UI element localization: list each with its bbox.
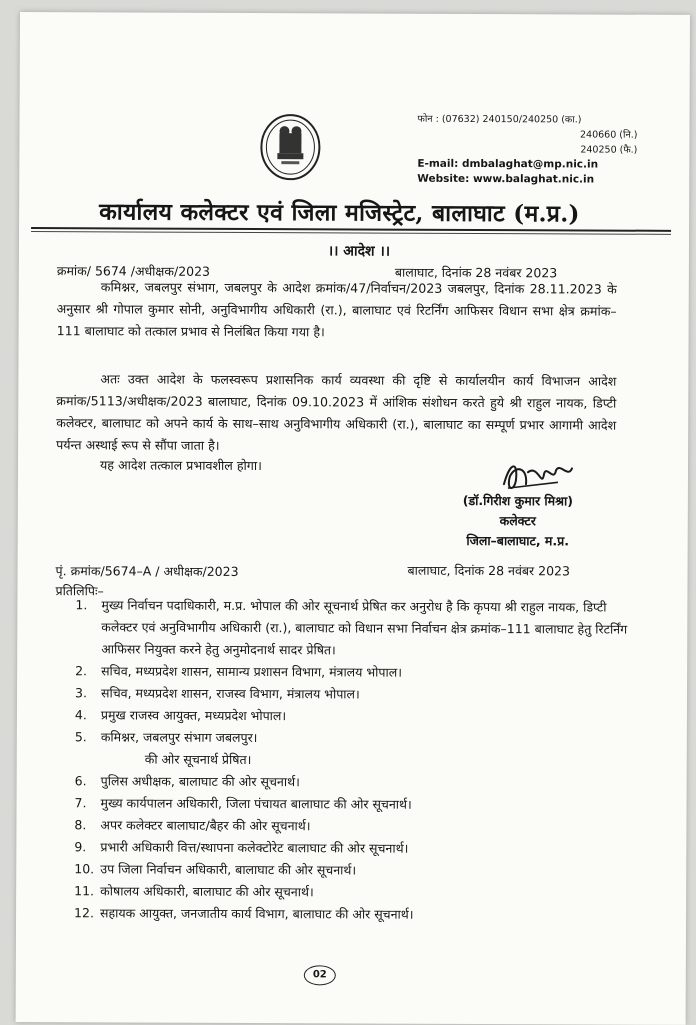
office-title: कार्यालय कलेक्टर एवं जिला मजिस्ट्रेट, बालाघाट (म.प्र.) [99,198,580,228]
website-text: Website: www.balaghat.nic.in [417,172,595,186]
contact-block [417,112,677,188]
order-heading: ।। आदेश ।। [327,243,391,260]
page-number: 02 [304,965,336,985]
header-rule-thin [31,231,671,235]
list-item [74,902,634,926]
list-item [74,858,634,882]
list-item [75,704,635,728]
list-item [75,748,635,772]
endorsement-date: बालाघाट, दिनांक 28 नवंबर 2023 [407,562,570,579]
list-item-text: सहायक आयुक्त, जनजातीय कार्य विभाग, बालाघाट की ओर सूचनार्थ। [100,905,414,922]
phone-residence: 240660 (नि.) [579,129,638,141]
list-item-text: मुख्य कार्यपालन अधिकारी, जिला पंचायत बालाघाट की ओर सूचनार्थ। [100,795,412,812]
list-item-text: कोषालय अधिकारी, बालाघाट की ओर सूचनार्थ। [100,883,314,900]
list-item [75,594,635,662]
order-paragraph-1: कमिश्नर, जबलपुर संभाग, जबलपुर के आदेश क्रमांक/47/निर्वाचन/2023 जबलपुर, दिनांक 28.11.2023 के अनुसार श्री गोपाल कुमार सोनी, अनुविभागीय अधिकारी (रा.), बालाघाट एवं रिटर्निंग आफिसर विधान सभा क्षेत्र क्रमांक–111 बालाघाट को तत्काल प्रभाव से निलंबित किया गया है। [56,279,617,340]
copy-list [74,594,635,926]
list-item-number: 5. [74,729,87,745]
list-item-number: 3. [74,685,88,701]
list-item-text: प्रभारी अधिकारी वित्त/स्थापना कलेक्टोरेट बालाघाट की ओर सूचनार्थ। [100,839,409,856]
list-item-text: कमिश्नर, जबलपुर संभाग जबलपुर। [100,729,258,746]
list-item [75,660,635,684]
endorsement-number: पृं. क्रमांक/5674–A / अधीक्षक/2023 [55,563,239,579]
copy-label: प्रतिलिपिः– [55,583,104,599]
phone-line: फोन : (07632) 240150/240250 (का.) [417,113,582,126]
list-item-text: पुलिस अधीक्षक, बालाघाट की ओर सूचनार्थ। [100,773,300,790]
list-item [75,682,635,706]
order-paragraph-2: अतः उक्त आदेश के फलस्वरूप प्रशासनिक कार्य व्यवस्था की दृष्टि से कार्यालयीन कार्य विभाजन आदेश क्रमांक/5113/अधीक्षक/2023 बालाघाट, दिनांक 09.10.2023 में आंशिक संशोधन करते हुये श्री राहुल नायक, डिप्टी कलेक्टर, बालाघाट को अपने कार्य के साथ–साथ अनुविभागीय अधिकारी (रा.), बालाघाट का सम्पूर्ण प्रभार आगामी आदेश पर्यन्त अस्थाई रूप से सौंपा जाता है। [56,371,617,453]
document-page [16,12,690,1025]
list-item-number: 8. [74,817,87,833]
list-item [74,836,634,860]
list-item-number: 12. [74,905,94,921]
list-item-number: 7. [74,795,87,811]
signatory-name: (डॉ.गिरीश कुमार मिश्रा) [462,492,573,509]
list-item-number: 6. [74,773,87,789]
list-item-text: मुख्य निर्वाचन पदाधिकारी, म.प्र. भोपाल की ओर सूचनार्थ प्रेषित कर अनुरोध है कि कृपया श्री राहुल नायक, डिप्टी कलेक्टर एवं अनुविभागीय अधिकारी (रा.), बालाघाट को विधान सभा निर्वाचन क्षेत्र क्रमांक–111 बालाघाट हेतु रिटर्निंग आफिसर नियुक्त करने हेतु अनुमोदनार्थ सादर प्रेषित। [101,597,628,658]
signatory-place: जिला–बालाघाट, म.प्र. [466,532,570,549]
order-number: क्रमांक/ 5674 /अधीक्षक/2023 [56,263,211,279]
list-item-text: उप जिला निर्वाचन अधिकारी, बालाघाट की ओर सूचनार्थ। [100,861,357,878]
list-item-number: 2. [75,663,88,679]
order-paragraph-3: यह आदेश तत्काल प्रभावशील होगा। [99,457,262,474]
list-item-text: की ओर सूचनार्थ प्रेषित। [144,751,252,768]
phone-fax: 240250 (फै.) [580,144,638,156]
list-item-number: 4. [74,707,87,723]
list-item [75,726,635,750]
list-item-number: 10. [74,861,95,877]
list-item-number: 1. [75,597,88,613]
list-item [75,792,635,816]
list-item-text: सचिव, मध्यप्रदेश शासन, राजस्व विभाग, मंत्रालय भोपाल। [100,685,360,702]
list-item-number: 9. [74,839,87,855]
email-text: E-mail: dmbalaghat@mp.nic.in [417,157,599,171]
list-item-text: अपर कलेक्टर बालाघाट/बैहर की ओर सूचनार्थ। [100,817,311,834]
list-item-text: प्रमुख राजस्व आयुक्त, मध्यप्रदेश भोपाल। [100,707,287,724]
list-item-number: 11. [74,883,95,899]
signatory-designation: कलेक्टर [499,513,536,529]
list-item [74,880,634,904]
list-item [75,770,635,794]
list-item-text: सचिव, मध्यप्रदेश शासन, सामान्य प्रशासन विभाग, मंत्रालय भोपाल। [101,663,403,680]
order-date: बालाघाट, दिनांक 28 नवंबर 2023 [394,264,558,281]
list-item [74,814,634,838]
emblem-seal-icon [259,113,321,181]
